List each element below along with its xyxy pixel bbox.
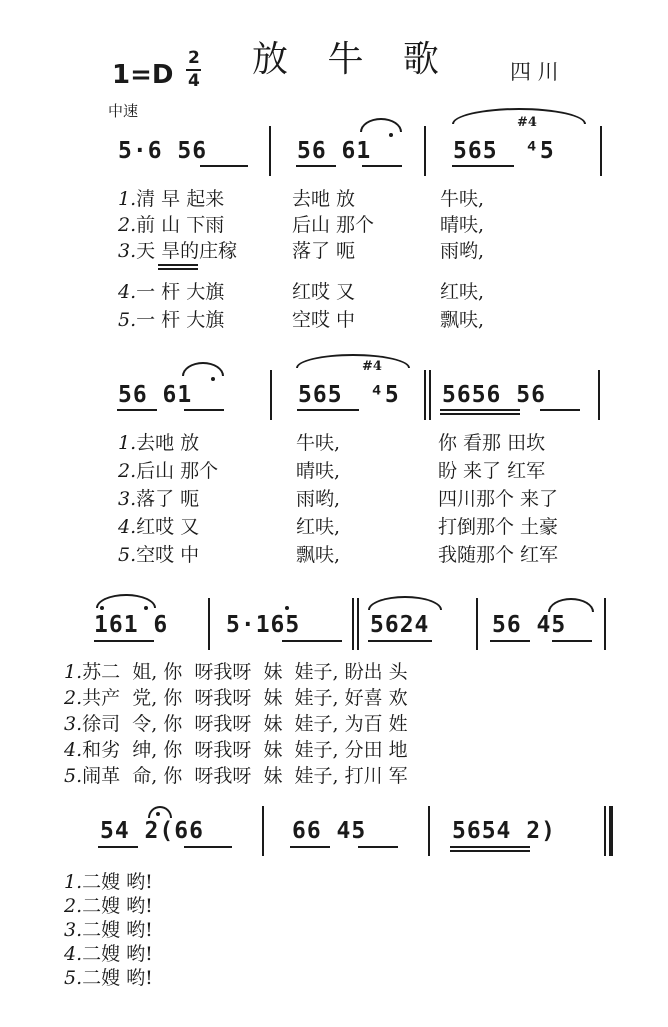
s2-measure-3: 5656 56 — [442, 382, 546, 408]
s3-high-dot-2 — [144, 606, 148, 610]
s4-final-barline-thick — [609, 806, 613, 856]
s2-measure-1: 56 61 — [118, 382, 193, 408]
s2-lyric-2: 2.后山 那个 晴呋, 盼 来了 红军 — [118, 460, 546, 482]
s4-lyric-1: 1.二嫂 哟! — [64, 871, 153, 893]
s2-slur-1 — [182, 362, 224, 376]
s4-final-barline-thin — [604, 806, 606, 856]
s1-lyric-underline-b — [158, 268, 198, 270]
s3-barline-4 — [604, 598, 606, 650]
s1-lyric-5: 5.一 杆 大旗 空哎 中 飘呋, — [118, 309, 485, 331]
s2-sharp-grace: #4 — [362, 359, 382, 374]
s3-high-dot-3 — [285, 606, 289, 610]
s2-lyric-1: 1.去吔 放 牛呋, 你 看那 田坎 — [118, 432, 546, 454]
s2-lyric-5: 5.空哎 中 飘呋, 我随那个 红军 — [118, 544, 559, 566]
s3-measure-3: 5624 — [370, 612, 430, 638]
s1-underline-4 — [452, 165, 514, 167]
s2-repeat-line — [429, 370, 431, 420]
s1-barline-1 — [269, 126, 271, 176]
s1-barline-3 — [600, 126, 602, 176]
s3-high-dot-1 — [100, 606, 104, 610]
s3-underline-3 — [368, 640, 432, 642]
time-signature-top: 2 — [188, 48, 200, 68]
s2-lyric-3: 3.落了 呃 雨哟, 四川那个 来了 — [118, 488, 559, 510]
s1-lyric-2: 2.前 山 下雨 后山 那个 晴呋, — [118, 214, 485, 236]
s2-high-dot — [211, 377, 215, 381]
s4-underline-3 — [290, 846, 330, 848]
s3-underline-4 — [490, 640, 530, 642]
s3-measure-4: 56 45 — [492, 612, 567, 638]
s3-repeat-line — [357, 598, 359, 650]
s1-underline-1 — [200, 165, 248, 167]
s3-measure-1: 161 6 — [94, 612, 169, 638]
s3-underline-1 — [94, 640, 154, 642]
s4-barline-2 — [428, 806, 430, 856]
s4-lyric-2: 2.二嫂 哟! — [64, 895, 153, 917]
s1-slur-1 — [360, 118, 402, 132]
s4-underline-6 — [450, 850, 530, 852]
s1-measure-3: 565 — [453, 138, 498, 164]
s3-barline-1 — [208, 598, 210, 650]
s4-fermata — [148, 806, 172, 818]
s4-fermata-dot — [156, 812, 160, 816]
s3-lyric-4: 4.和劣 绅, 你 呀我呀 妹 娃子, 分田 地 — [64, 739, 408, 761]
s2-barline-1 — [270, 370, 272, 420]
s3-slur-2 — [368, 596, 442, 610]
s2-grace-note: ⁴5 — [370, 382, 400, 408]
s1-sharp-grace: #4 — [517, 115, 537, 130]
s3-lyric-5: 5.闹革 命, 你 呀我呀 妹 娃子, 打川 军 — [64, 765, 408, 787]
s1-barline-2 — [424, 126, 426, 176]
s4-lyric-4: 4.二嫂 哟! — [64, 943, 153, 965]
s4-barline-1 — [262, 806, 264, 856]
s1-lyric-1: 1.清 早 起来 去吔 放 牛呋, — [118, 188, 485, 210]
s2-underline-6 — [540, 409, 580, 411]
s1-lyric-3: 3.天 旱的庄稼 落了 呃 雨哟, — [118, 240, 485, 262]
s2-underline-4 — [440, 409, 520, 411]
s1-lyric-underline-a — [158, 264, 198, 266]
song-title: 放 牛 歌 — [252, 39, 453, 80]
s2-measure-2: 565 — [298, 382, 343, 408]
s3-lyric-3: 3.徐司 令, 你 呀我呀 妹 娃子, 为百 姓 — [64, 713, 408, 735]
s2-underline-5 — [440, 413, 520, 415]
key-signature: 1=D — [112, 60, 174, 90]
s2-underline-1 — [117, 409, 157, 411]
s2-underline-2 — [184, 409, 224, 411]
s4-lyric-3: 3.二嫂 哟! — [64, 919, 153, 941]
s1-measure-1: 5·6 56 — [118, 138, 208, 164]
s2-slur-2 — [296, 354, 410, 368]
s1-high-dot — [389, 133, 393, 137]
s2-barline-2 — [424, 370, 426, 420]
s2-lyric-4: 4.红哎 又 红呋, 打倒那个 土豪 — [118, 516, 559, 538]
s3-measure-2: 5·165 — [226, 612, 301, 638]
s3-barline-2 — [352, 598, 354, 650]
s4-underline-5 — [450, 846, 530, 848]
s4-lyric-5: 5.二嫂 哟! — [64, 967, 153, 989]
s4-measure-3: 5654 2) — [452, 818, 556, 844]
s3-underline-5 — [552, 640, 592, 642]
region-label: 四 川 — [510, 60, 559, 84]
s3-lyric-2: 2.共产 党, 你 呀我呀 妹 娃子, 好喜 欢 — [64, 687, 408, 709]
s4-measure-2: 66 45 — [292, 818, 367, 844]
s4-underline-4 — [358, 846, 398, 848]
s1-underline-3 — [362, 165, 402, 167]
tempo-marking: 中速 — [108, 102, 139, 120]
s4-measure-1: 54 2(66 — [100, 818, 204, 844]
s1-grace-note: ⁴5 — [525, 138, 555, 164]
s2-barline-3 — [598, 370, 600, 420]
s4-underline-1 — [98, 846, 138, 848]
s1-measure-2: 56 61 — [297, 138, 372, 164]
s4-underline-2 — [184, 846, 232, 848]
s3-barline-3 — [476, 598, 478, 650]
s3-slur-3 — [548, 598, 594, 612]
s3-underline-2 — [282, 640, 342, 642]
s3-lyric-1: 1.苏二 姐, 你 呀我呀 妹 娃子, 盼出 头 — [64, 661, 408, 683]
s1-underline-2 — [296, 165, 336, 167]
time-signature-bottom: 4 — [188, 71, 200, 91]
s1-lyric-4: 4.一 杆 大旗 红哎 又 红呋, — [118, 281, 485, 303]
s2-underline-3 — [297, 409, 359, 411]
